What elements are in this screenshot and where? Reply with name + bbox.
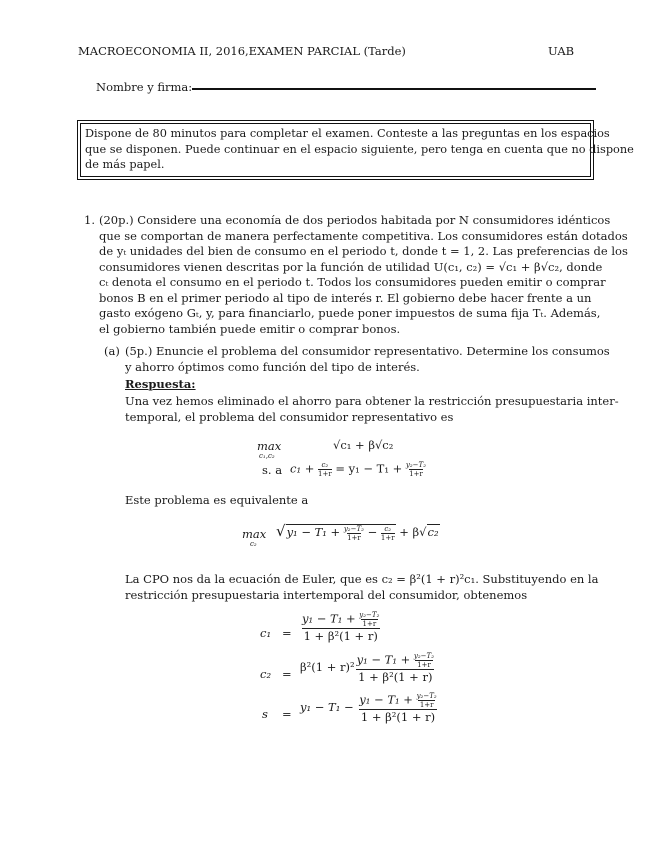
equals-sign: = — [282, 626, 292, 640]
answer-heading: Respuesta: — [125, 377, 196, 391]
question-points: (20p.) — [99, 213, 134, 227]
max-operator: max — [242, 527, 267, 541]
part-a-points: (5p.) — [125, 344, 153, 358]
max-subscript: c₁,c₂ — [259, 452, 275, 460]
question-1-text: (20p.) Considere una economía de dos periodos habitada por N consumidores idénticos que se comportan de manera perfectamente competitiva. Los consumidores están dotados de yₜ unidades del bien de consumo en el periodo t, donde t = 1, 2. Las preferencias de los consumidores vienen descritas por la función de utilidad U(c₁, c₂) = √c₁ + β√c₂, donde cₜ denota el consumo en el periodo t. Todos los consumidores pueden emitir o comprar bonos B en el primer periodo al tipo de interés r. El gobierno debe hacer frente a un gasto exógeno Gₜ, y, para financiarlo, puede poner impuestos de suma fija Tₜ. Además, el gobierno también puede emitir o comprar bonos. — [99, 213, 628, 336]
subject-to-label: s. a — [262, 463, 283, 477]
answer-intro: Una vez hemos eliminado el ahorro para obtener la restricción presupuestaria inter- temporal, el problema del consumidor representativo es — [125, 394, 619, 424]
s-symbol: s — [262, 707, 268, 721]
c2-solution: β²(1 + r)² y₁ − T₁ + $\frac{\text{y₂−T₂}}{1+r}$ 1 + β²(1 + r) — [300, 652, 435, 684]
instructions-line: Dispone de 80 minutos para completar el examen. Conteste a las preguntas en los espacios — [85, 127, 610, 140]
instructions-line: que se disponen. Puede continuar en el espacio siguiente, pero tenga en cuenta que no dispone — [85, 142, 634, 156]
name-label: Nombre y firma: — [96, 80, 193, 94]
part-a-text: (5p.) Enuncie el problema del consumidor representativo. Determine los consumos y ahorro óptimos como función del tipo de interés. — [125, 344, 610, 374]
c2-symbol: c₂ — [260, 667, 272, 681]
equivalent-objective: √y₁ − T₁ + $\frac{\text{y₂−T₂}}{1+r}$ − $\frac{\text{c₂}}{1+r}$ + β√c₂ — [276, 522, 439, 542]
equals-sign: = — [282, 707, 292, 721]
signature-line[interactable] — [192, 88, 596, 90]
max-operator: max — [257, 439, 282, 453]
university-label: UAB — [548, 44, 575, 58]
question-number: 1. — [84, 213, 95, 227]
part-a-label: (a) — [104, 344, 120, 358]
instructions-box — [77, 120, 634, 180]
equivalent-text: Este problema es equivalente a — [125, 493, 309, 507]
savings-solution: y₁ − T₁ − y₁ − T₁ + $\frac{\text{y₂−T₂}}{1+r}$ 1 + β²(1 + r) — [300, 692, 437, 724]
budget-constraint: c₁ + $\frac{\text{c₂}}{1+r}$ = y₁ − T₁ + $\frac{\text{y₂−T₂}}{1+r}$ — [290, 461, 427, 478]
max-subscript: c₂ — [250, 540, 257, 548]
c1-symbol: c₁ — [260, 626, 272, 640]
c1-solution: y₁ − T₁ + $\frac{\text{y₂−T₂}}{1+r}$ 1 + β²(1 + r) — [302, 611, 380, 643]
equals-sign: = — [282, 667, 292, 681]
instructions-line: de más papel. — [85, 158, 165, 171]
euler-text: La CPO nos da la ecuación de Euler, que es c₂ = β²(1 + r)²c₁. Substituyendo en la restricción presupuestaria intertemporal del consumidor, obtenemos — [125, 572, 599, 602]
exam-title: MACROECONOMIA II, 2016,EXAMEN PARCIAL (Tarde) — [78, 44, 406, 58]
objective-function: √c₁ + β√c₂ — [333, 438, 394, 452]
